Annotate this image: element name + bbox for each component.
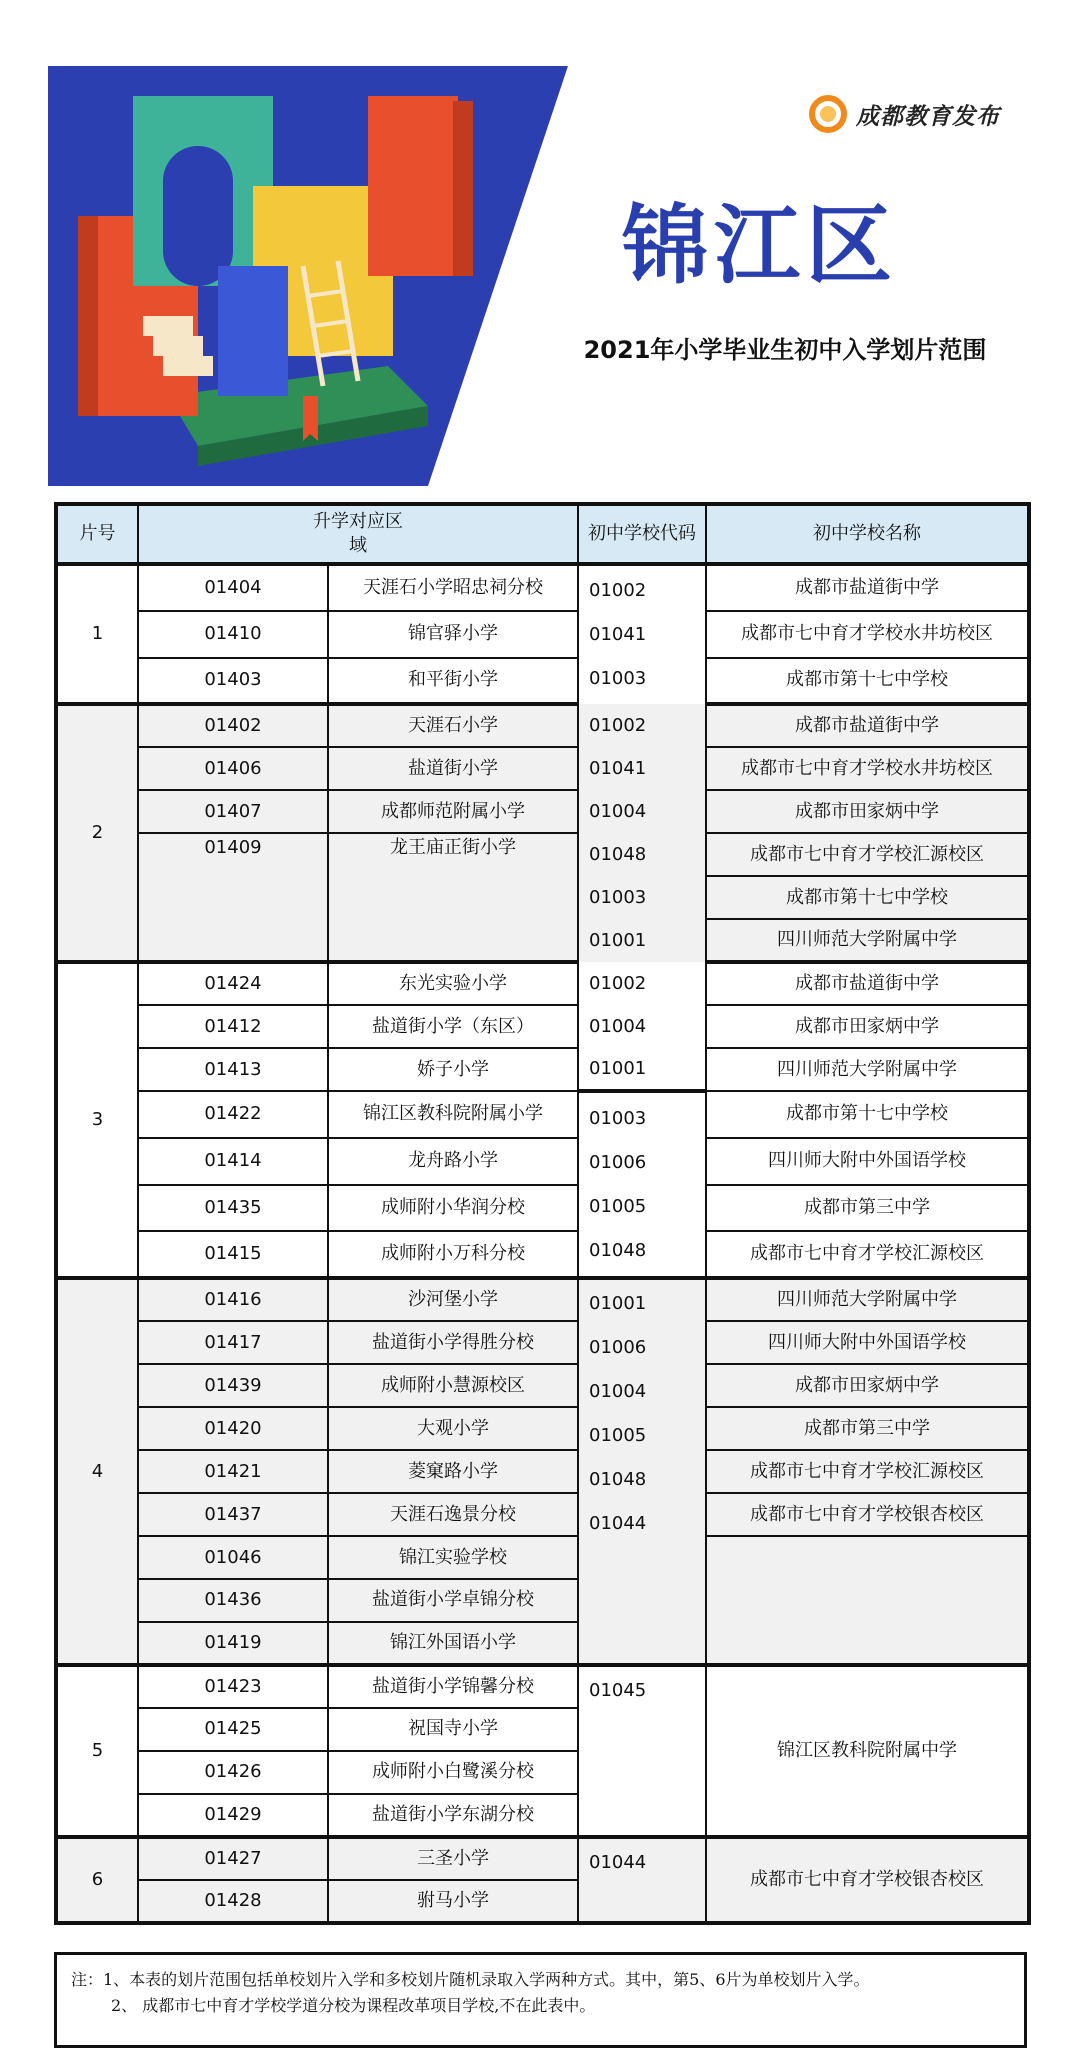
- cell-middle-name: 成都市第三中学: [706, 1407, 1029, 1450]
- table-header-row: [56, 504, 1029, 564]
- cell-primary-name: 龙王庙正街小学: [328, 833, 578, 962]
- middle-code: 01045: [589, 1679, 647, 1701]
- cell-middle-code: 01003: [578, 876, 706, 919]
- table-row: [56, 1321, 1029, 1364]
- cell-middle-name: 成都市七中育才学校银杏校区: [706, 1493, 1029, 1536]
- cell-primary-name: 和平街小学: [328, 658, 578, 705]
- cell-middle-code: 01002: [578, 962, 706, 1005]
- cell-pian: 5: [56, 1665, 138, 1837]
- cell-primary-code: 01429: [138, 1794, 328, 1837]
- footnote: [54, 1952, 1027, 2048]
- middle-code: 01005: [589, 1425, 647, 1447]
- cell-primary-code: 01410: [138, 611, 328, 658]
- cell-primary-name: 锦江区教科院附属小学: [328, 1091, 578, 1138]
- zoning-table: [54, 502, 1031, 1925]
- page-subtitle: 2021年小学毕业生初中入学划片范围: [583, 336, 987, 364]
- cell-primary-name: 大观小学: [328, 1407, 578, 1450]
- table-row: [56, 1138, 1029, 1185]
- cell-middle-codes: [578, 1091, 706, 1278]
- brand-logo: [808, 94, 1000, 134]
- middle-code: 01044: [589, 1851, 647, 1873]
- cell-middle-name: 四川师范大学附属中学: [706, 919, 1029, 962]
- stacked-books-illustration: [48, 66, 568, 486]
- middle-code: 01003: [589, 668, 647, 690]
- cell-primary-name: 成师附小万科分校: [328, 1231, 578, 1278]
- cell-middle-name: 成都市七中育才学校汇源校区: [706, 1450, 1029, 1493]
- cell-primary-code: 01415: [138, 1231, 328, 1278]
- cell-primary-code: 01437: [138, 1493, 328, 1536]
- table-row: [56, 747, 1029, 790]
- cell-primary-code: 01428: [138, 1880, 328, 1923]
- cell-middle-name: 成都市七中育才学校银杏校区: [706, 1837, 1029, 1923]
- footnote-line-2: 2、 成都市七中育才学校学道分校为课程改革项目学校,不在此表中。: [111, 1996, 596, 2015]
- table-row: [56, 1665, 1029, 1708]
- cell-middle-name: 成都市田家炳中学: [706, 1364, 1029, 1407]
- cell-primary-name: 天涯石逸景分校: [328, 1493, 578, 1536]
- cell-middle-name: 四川师大附中外国语学校: [706, 1138, 1029, 1185]
- cell-primary-code: 01046: [138, 1536, 328, 1579]
- cell-pian: 1: [56, 564, 138, 704]
- cell-pian: 4: [56, 1278, 138, 1665]
- cell-pian: 6: [56, 1837, 138, 1923]
- cell-middle-name: 成都市七中育才学校汇源校区: [706, 1231, 1029, 1278]
- cell-middle-code: 01001: [578, 919, 706, 962]
- cell-primary-code: 01420: [138, 1407, 328, 1450]
- cell-middle-name: 成都市田家炳中学: [706, 1005, 1029, 1048]
- table-row: [56, 1048, 1029, 1091]
- middle-code: 01001: [589, 1293, 647, 1315]
- cell-primary-name: 成师附小白鹭溪分校: [328, 1751, 578, 1794]
- cell-primary-code: 01419: [138, 1622, 328, 1665]
- cell-middle-code: 01001: [578, 1048, 706, 1091]
- middle-code: 01006: [589, 1151, 647, 1173]
- cell-primary-name: 成师附小华润分校: [328, 1185, 578, 1232]
- middle-code: 01048: [589, 1469, 647, 1491]
- table-row: [56, 1450, 1029, 1493]
- district-title: 锦江区: [622, 196, 898, 296]
- cell-primary-code: 01416: [138, 1278, 328, 1321]
- cell-middle-name: 成都市盐道街中学: [706, 704, 1029, 747]
- header-middle-name: 初中学校名称: [706, 504, 1029, 564]
- cell-middle-name: 成都市七中育才学校水井坊校区: [706, 747, 1029, 790]
- footnote-line-1: 注：1、本表的划片范围包括单校划片入学和多校划片随机录取入学两种方式。其中，第5、6片为单校划片入学。: [71, 1970, 870, 1989]
- cell-middle-name: 成都市七中育才学校汇源校区: [706, 833, 1029, 876]
- cell-primary-name: 盐道街小学东湖分校: [328, 1794, 578, 1837]
- table-row: [56, 1364, 1029, 1407]
- cell-middle-name-empty: [706, 1536, 1029, 1665]
- cell-primary-code: 01407: [138, 790, 328, 833]
- cell-middle-name: 成都市第十七中学校: [706, 876, 1029, 919]
- cell-middle-name: 成都市田家炳中学: [706, 790, 1029, 833]
- table-row: [56, 611, 1029, 658]
- cell-primary-code: 01404: [138, 564, 328, 611]
- table-row: [56, 1231, 1029, 1278]
- cell-primary-name: 盐道街小学（东区）: [328, 1005, 578, 1048]
- cell-middle-name: 四川师范大学附属中学: [706, 1048, 1029, 1091]
- cell-middle-name: 成都市盐道街中学: [706, 962, 1029, 1005]
- header: [0, 0, 1080, 490]
- cell-middle-name: 成都市第三中学: [706, 1185, 1029, 1232]
- brand-name: 成都教育发布: [856, 103, 1000, 130]
- middle-code: 01005: [589, 1195, 647, 1217]
- middle-code: 01044: [589, 1513, 647, 1535]
- cell-middle-name: 成都市第十七中学校: [706, 658, 1029, 705]
- cell-primary-code: 01435: [138, 1185, 328, 1232]
- cell-primary-code: 01439: [138, 1364, 328, 1407]
- cell-primary-name: 东光实验小学: [328, 962, 578, 1005]
- table-row: [56, 833, 1029, 876]
- header-pian: 片号: [56, 504, 138, 564]
- cell-middle-name: 成都市盐道街中学: [706, 564, 1029, 611]
- table-row: [56, 962, 1029, 1005]
- middle-code: 01006: [589, 1337, 647, 1359]
- cell-middle-name: 四川师大附中外国语学校: [706, 1321, 1029, 1364]
- cell-primary-name: 菱窠路小学: [328, 1450, 578, 1493]
- cell-primary-code: 01412: [138, 1005, 328, 1048]
- cell-primary-code: 01414: [138, 1138, 328, 1185]
- cell-primary-name: 驸马小学: [328, 1880, 578, 1923]
- cell-pian: 3: [56, 962, 138, 1278]
- cell-primary-name: 盐道街小学卓锦分校: [328, 1579, 578, 1622]
- table-row: [56, 564, 1029, 611]
- cell-primary-code: 01417: [138, 1321, 328, 1364]
- cell-primary-name: 盐道街小学得胜分校: [328, 1321, 578, 1364]
- cell-primary-code: 01402: [138, 704, 328, 747]
- cell-primary-code: 01427: [138, 1837, 328, 1880]
- table-row: [56, 704, 1029, 747]
- cell-middle-name: 成都市七中育才学校水井坊校区: [706, 611, 1029, 658]
- cell-primary-code: 01409: [138, 833, 328, 962]
- cell-middle-name: 成都市第十七中学校: [706, 1091, 1029, 1138]
- cell-pian: 2: [56, 704, 138, 962]
- cell-primary-code: 01406: [138, 747, 328, 790]
- cell-primary-code: 01413: [138, 1048, 328, 1091]
- sun-ring-icon: [808, 94, 848, 134]
- table-row: [56, 1185, 1029, 1232]
- cell-middle-codes: [578, 1837, 706, 1923]
- table-row: [56, 1837, 1029, 1880]
- cell-primary-code: 01423: [138, 1665, 328, 1708]
- cell-primary-code: 01425: [138, 1708, 328, 1751]
- cell-primary-name: 龙舟路小学: [328, 1138, 578, 1185]
- cell-primary-code: 01426: [138, 1751, 328, 1794]
- cell-primary-name: 锦官驿小学: [328, 611, 578, 658]
- cell-primary-name: 锦江外国语小学: [328, 1622, 578, 1665]
- cell-middle-code: 01002: [578, 704, 706, 747]
- cell-primary-name: 盐道街小学: [328, 747, 578, 790]
- cell-primary-code: 01424: [138, 962, 328, 1005]
- middle-code: 01048: [589, 1239, 647, 1261]
- cell-middle-name: 四川师范大学附属中学: [706, 1278, 1029, 1321]
- cell-primary-name: 盐道街小学锦馨分校: [328, 1665, 578, 1708]
- cell-primary-name: 三圣小学: [328, 1837, 578, 1880]
- cell-primary-name: 成都师范附属小学: [328, 790, 578, 833]
- table-body: [56, 564, 1029, 1923]
- cell-middle-code: 01041: [578, 747, 706, 790]
- zoning-table-container: [54, 502, 1027, 1925]
- cell-middle-code: 01004: [578, 1005, 706, 1048]
- header-middle-code: 初中学校代码: [578, 504, 706, 564]
- middle-code: 01004: [589, 1381, 647, 1403]
- table-row: [56, 790, 1029, 833]
- table-row: [56, 1407, 1029, 1450]
- cell-primary-code: 01436: [138, 1579, 328, 1622]
- cell-middle-codes: [578, 1665, 706, 1837]
- cell-middle-code: 01004: [578, 790, 706, 833]
- cell-primary-name: 沙河堡小学: [328, 1278, 578, 1321]
- cell-primary-name: 成师附小慧源校区: [328, 1364, 578, 1407]
- table-row: [56, 1278, 1029, 1321]
- cell-middle-name: 锦江区教科院附属中学: [706, 1665, 1029, 1837]
- middle-code: 01041: [589, 624, 647, 646]
- cell-primary-name: 天涯石小学昭忠祠分校: [328, 564, 578, 611]
- table-row: [56, 1091, 1029, 1138]
- cell-primary-code: 01422: [138, 1091, 328, 1138]
- cell-middle-codes: [578, 1278, 706, 1665]
- table-row: [56, 1005, 1029, 1048]
- table-row: [56, 1493, 1029, 1536]
- table-row: [56, 1536, 1029, 1579]
- cell-middle-code: 01048: [578, 833, 706, 876]
- table-row: [56, 658, 1029, 705]
- cell-middle-codes: [578, 564, 706, 704]
- cell-primary-code: 01421: [138, 1450, 328, 1493]
- cell-primary-name: 天涯石小学: [328, 704, 578, 747]
- cell-primary-name: 锦江实验学校: [328, 1536, 578, 1579]
- cell-primary-name: 娇子小学: [328, 1048, 578, 1091]
- header-primary-area: 升学对应区 域: [138, 504, 578, 564]
- middle-code: 01003: [589, 1107, 647, 1129]
- cell-primary-code: 01403: [138, 658, 328, 705]
- cell-primary-name: 祝国寺小学: [328, 1708, 578, 1751]
- middle-code: 01002: [589, 580, 647, 602]
